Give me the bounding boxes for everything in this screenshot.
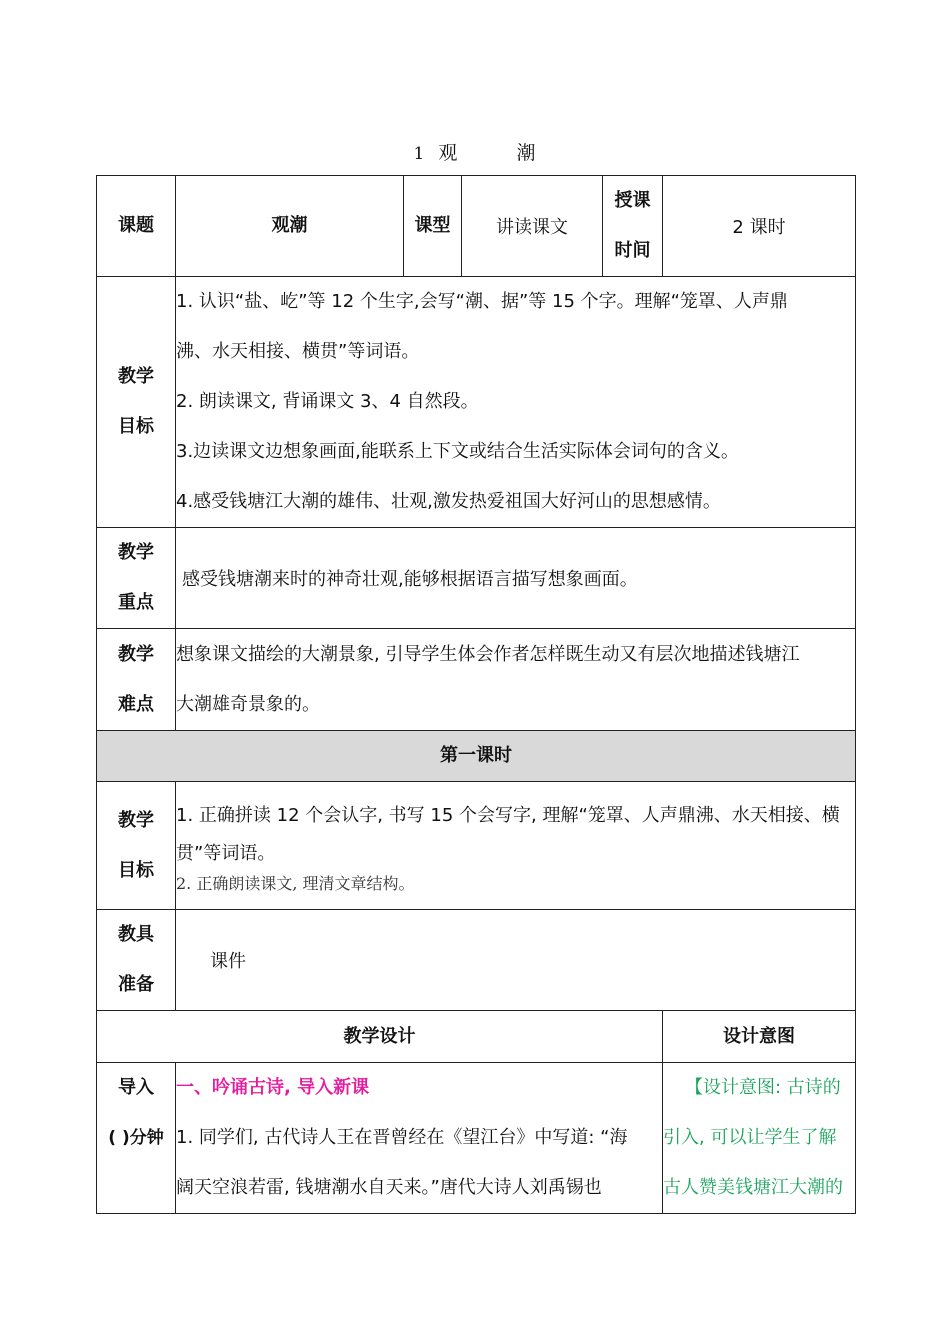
goals-label-line-1: 教学 bbox=[118, 366, 154, 387]
period-value: 2 课时 bbox=[663, 176, 856, 277]
intro-label-line-1: 导入 bbox=[118, 1077, 154, 1098]
goal-line: 1. 认识“盐、屹”等 12 个生字,会写“潮、据”等 15 个字。理解“笼罩、人声鼎 bbox=[176, 291, 788, 312]
key-points-row bbox=[97, 528, 856, 629]
difficulties-label bbox=[97, 629, 176, 731]
goal-line: 沸、水天相接、横贯”等词语。 bbox=[176, 341, 420, 362]
period-goals-label bbox=[97, 782, 176, 910]
goals-row bbox=[97, 277, 856, 528]
period-goals-row bbox=[97, 782, 856, 910]
key-points-label-line-2: 重点 bbox=[118, 592, 154, 613]
intent-line: 引入, 可以让学生了解 bbox=[663, 1127, 837, 1148]
materials-label bbox=[97, 910, 176, 1011]
goals-label-line-2: 目标 bbox=[118, 416, 154, 437]
design-header-row bbox=[97, 1011, 856, 1063]
period-goals-content bbox=[176, 782, 856, 910]
period-goals-label-line-2: 目标 bbox=[118, 859, 154, 881]
type-value: 讲读课文 bbox=[462, 176, 603, 277]
first-period-row bbox=[97, 731, 856, 782]
time-label-line-1: 授课 bbox=[614, 190, 651, 211]
period-goals-label-line-1: 教学 bbox=[118, 809, 154, 831]
difficulties-label-line-1: 教学 bbox=[118, 643, 154, 665]
lesson-number: 1 bbox=[413, 144, 426, 164]
difficulty-line: 想象课文描绘的大潮景象, 引导学生体会作者怎样既生动又有层次地描述钱塘江 bbox=[176, 643, 800, 665]
intent-line: 古人赞美钱塘江大潮的 bbox=[663, 1177, 843, 1198]
page-title bbox=[0, 138, 950, 165]
goal-line: 4.感受钱塘江大潮的雄伟、壮观,激发热爱祖国大好河山的思想感情。 bbox=[176, 491, 721, 512]
lesson-plan-table bbox=[96, 175, 856, 1214]
time-label-line-2: 时间 bbox=[614, 240, 651, 261]
topic-value: 观潮 bbox=[176, 176, 404, 277]
intro-content bbox=[176, 1063, 663, 1214]
intro-line: 1. 同学们, 古代诗人王在晋曾经在《望江台》中写道: “海 bbox=[176, 1127, 628, 1148]
intent-line: 【设计意图: 古诗的 bbox=[685, 1077, 841, 1098]
design-header: 教学设计 bbox=[97, 1011, 663, 1063]
intro-line: 阔天空浪若雷, 钱塘潮水自天来。”唐代大诗人刘禹锡也 bbox=[176, 1177, 602, 1198]
materials-label-line-1: 教具 bbox=[118, 924, 154, 945]
difficulty-line: 大潮雄奇景象的。 bbox=[176, 693, 320, 715]
title-part-2: 潮 bbox=[516, 142, 537, 164]
intent-header: 设计意图 bbox=[663, 1011, 856, 1063]
goal-line: 3.边读课文边想象画面,能联系上下文或结合生活实际体会词句的含义。 bbox=[176, 441, 739, 462]
title-part-1: 观 bbox=[438, 142, 459, 164]
intro-label bbox=[97, 1063, 176, 1214]
key-points-label-line-1: 教学 bbox=[118, 542, 154, 563]
period-goal-line: 2. 正确朗读课文, 理清文章结构。 bbox=[176, 873, 415, 893]
intro-heading: 一、吟诵古诗, 导入新课 bbox=[176, 1077, 370, 1098]
first-period-heading: 第一课时 bbox=[97, 731, 856, 782]
intro-row bbox=[97, 1063, 856, 1214]
materials-row bbox=[97, 910, 856, 1011]
key-points-text: 感受钱塘潮来时的神奇壮观,能够根据语言描写想象画面。 bbox=[176, 528, 856, 629]
intro-intent bbox=[663, 1063, 856, 1214]
type-label: 课型 bbox=[404, 176, 462, 277]
header-row bbox=[97, 176, 856, 277]
difficulties-label-line-2: 难点 bbox=[118, 693, 154, 715]
goals-label bbox=[97, 277, 176, 528]
intro-label-line-2: ( )分钟 bbox=[108, 1128, 164, 1148]
period-goal-line: 1. 正确拼读 12 个会认字, 书写 15 个会写字, 理解“笼罩、人声鼎沸、水天相接、横 bbox=[176, 804, 840, 826]
time-label bbox=[603, 176, 663, 277]
goals-content bbox=[176, 277, 856, 528]
period-goal-line: 贯”等词语。 bbox=[176, 842, 276, 864]
materials-text: 课件 bbox=[176, 910, 856, 1011]
difficulties-content bbox=[176, 629, 856, 731]
materials-label-line-2: 准备 bbox=[118, 974, 154, 995]
key-points-label bbox=[97, 528, 176, 629]
difficulties-row bbox=[97, 629, 856, 731]
goal-line: 2. 朗读课文, 背诵课文 3、4 自然段。 bbox=[176, 391, 479, 412]
topic-label: 课题 bbox=[97, 176, 176, 277]
